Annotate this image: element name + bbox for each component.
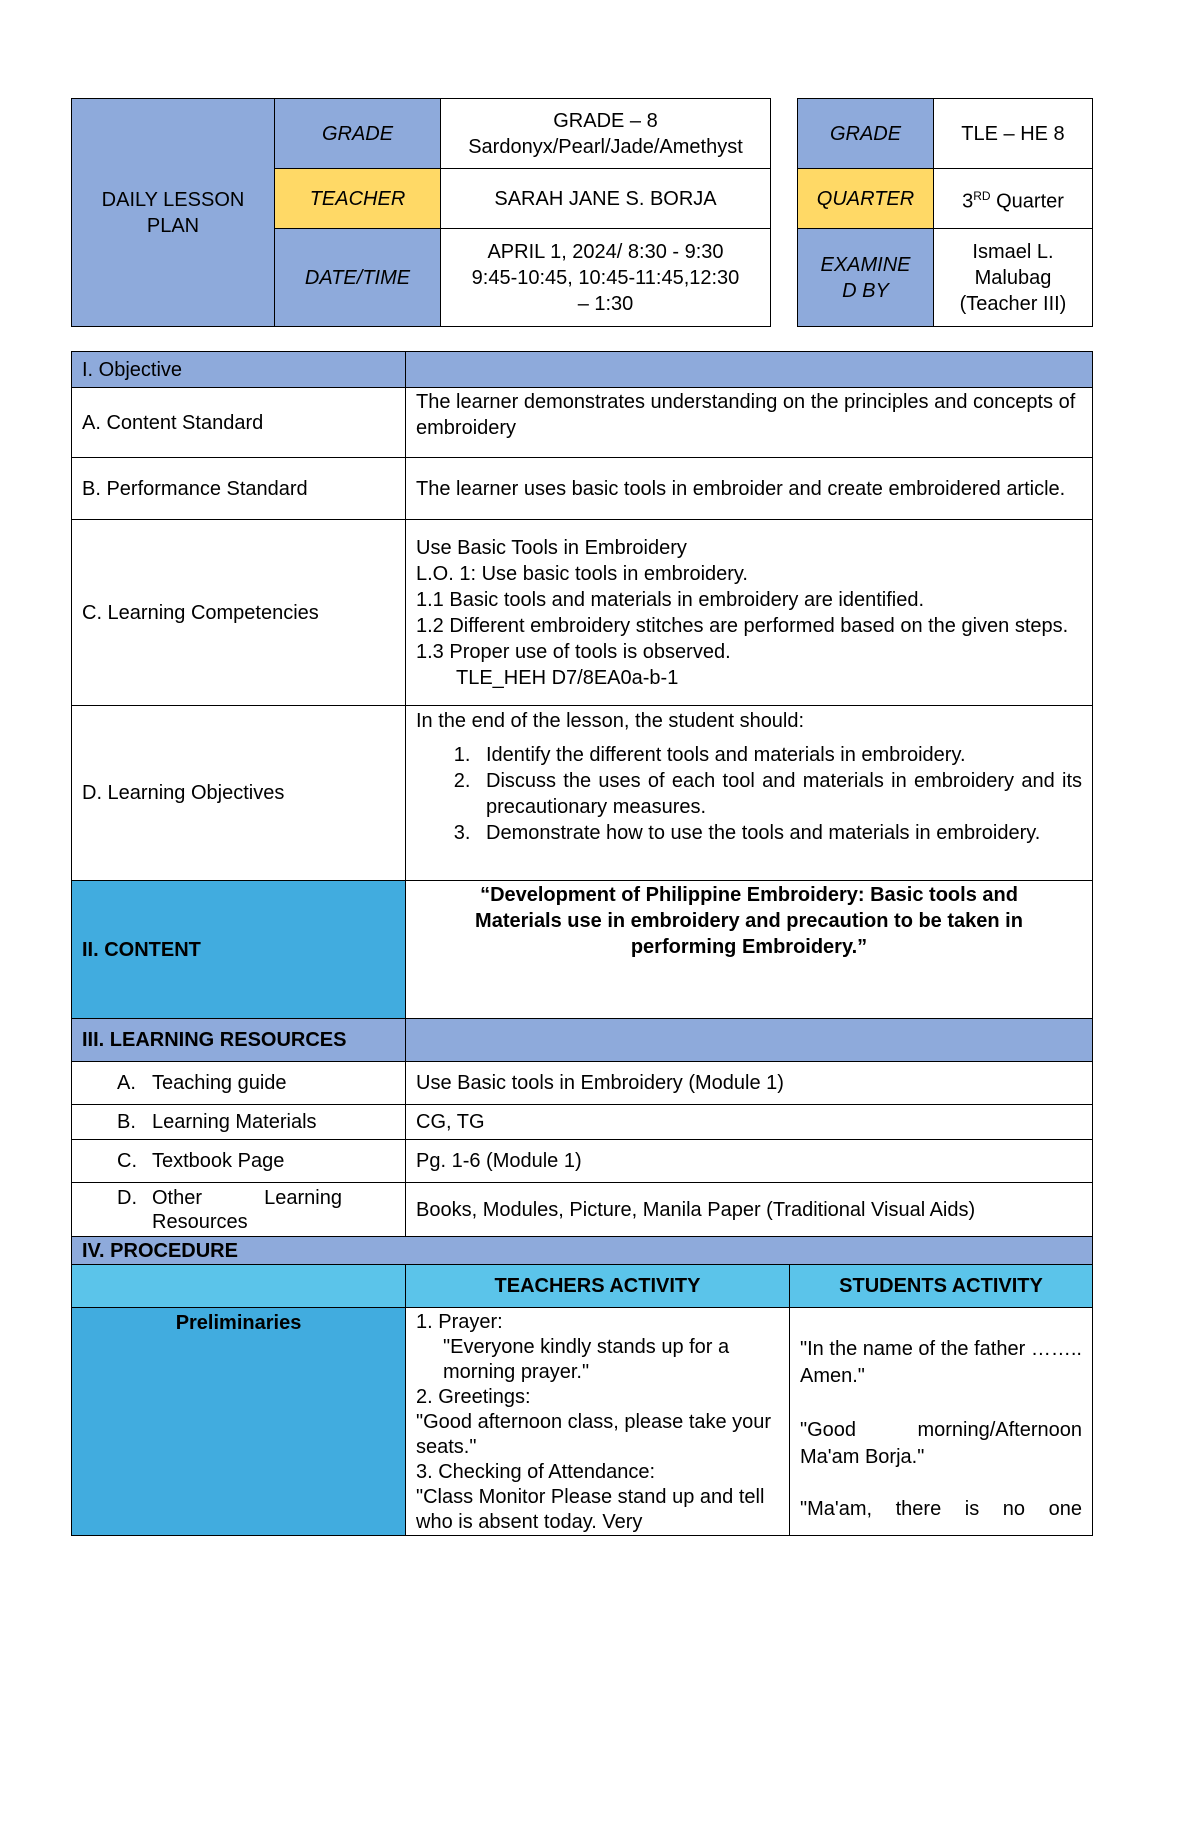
teacher-item-text: "Class Monitor Please stand up and tell who is absent today. Very (416, 1486, 765, 1533)
resource-item-label (72, 1140, 406, 1183)
header-left-table (71, 98, 771, 327)
preliminaries-row (72, 1308, 1093, 1536)
examiner-line2: Malubag (974, 266, 1052, 289)
grade2-label: GRADE (798, 99, 934, 169)
datetime-value (441, 229, 771, 327)
resource-letter: B. (117, 1111, 136, 1133)
examined-label-line1: EXAMINE (820, 253, 911, 276)
procedure-header-row (72, 1265, 1093, 1308)
teacher-activity-cell (406, 1308, 790, 1536)
objective-section-row (72, 352, 1093, 388)
resource-letter: D. (117, 1186, 137, 1209)
table-row (72, 458, 1093, 520)
quarter-label: QUARTER (798, 169, 934, 229)
resource-label: Textbook Page (152, 1150, 285, 1172)
grade-value (441, 99, 771, 169)
lesson-plan-title (72, 99, 275, 327)
datetime-label: DATE/TIME (275, 229, 441, 327)
students-activity-header: STUDENTS ACTIVITY (790, 1265, 1093, 1308)
resource-letter: C. (117, 1150, 137, 1172)
competency-code: TLE_HEH D7/8EA0a-b-1 (456, 666, 679, 689)
examiner-line3: (Teacher III) (959, 292, 1067, 315)
resources-label: III. LEARNING RESOURCES (72, 1019, 406, 1062)
table-row (72, 1183, 1093, 1237)
preliminaries-label: Preliminaries (72, 1308, 406, 1536)
table-row (72, 1105, 1093, 1140)
title-text: DAILY LESSON PLAN (101, 188, 245, 237)
resource-item-value: Use Basic tools in Embroidery (Module 1) (406, 1062, 1093, 1105)
lesson-plan-table (71, 351, 1093, 1536)
resource-label: Teaching guide (152, 1072, 287, 1094)
teacher-item-text: "Everyone kindly stands up for a morning prayer." (443, 1336, 730, 1383)
datetime-line1: APRIL 1, 2024/ 8:30 - 9:30 (487, 240, 724, 263)
teacher-item-title: 2. Greetings: (416, 1386, 531, 1408)
examined-label-line2: D BY (842, 279, 889, 302)
list-item: 1. Identify the different tools and materials in embroidery. (476, 742, 1082, 768)
quarter-value (934, 169, 1093, 229)
resource-item-value: Pg. 1-6 (Module 1) (406, 1140, 1093, 1183)
objective-section-blank (406, 352, 1093, 388)
resource-label: Learning Materials (152, 1111, 317, 1133)
teacher-value: SARAH JANE S. BORJA (441, 169, 771, 229)
resources-section-blank (406, 1019, 1093, 1062)
objective-section-label: I. Objective (72, 352, 406, 388)
resource-item-value: CG, TG (406, 1105, 1093, 1140)
competency-line: Use Basic Tools in Embroidery (416, 536, 687, 559)
resource-letter: A. (117, 1072, 136, 1094)
teacher-item-title: 3. Checking of Attendance: (416, 1461, 656, 1483)
competencies-value (406, 520, 1093, 706)
header-right-table (797, 98, 1093, 327)
student-activity-cell (790, 1308, 1093, 1536)
list-item (416, 1460, 779, 1535)
teacher-item-text: "Good afternoon class, please take your seats." (416, 1411, 772, 1458)
procedure-header-blank (72, 1265, 406, 1308)
resource-item-label (72, 1183, 406, 1237)
teacher-label: TEACHER (275, 169, 441, 229)
table-row (72, 520, 1093, 706)
competency-line: 1.3 Proper use of tools is observed. (416, 640, 731, 663)
list-item: 2. Discuss the uses of each tool and materials in embroidery and its precautionary measures. (476, 768, 1082, 820)
learning-objectives-value (406, 706, 1093, 881)
grade-value-line1: GRADE – 8 (553, 109, 658, 132)
competency-line: L.O. 1: Use basic tools in embroidery. (416, 562, 748, 585)
student-item: "Good morning/Afternoon Ma'am Borja." (800, 1419, 1082, 1468)
datetime-line3: – 1:30 (577, 292, 634, 315)
examiner-line1: Ismael L. (972, 240, 1054, 263)
examiner-value (934, 229, 1093, 327)
resource-item-label (72, 1105, 406, 1140)
grade2-value: TLE – HE 8 (934, 99, 1093, 169)
quarter-sup: RD (973, 188, 991, 203)
competency-line: 1.1 Basic tools and materials in embroidery are identified. (416, 588, 925, 611)
table-row (72, 706, 1093, 881)
datetime-line2: 9:45-10:45, 10:45-11:45,12:30 (471, 266, 740, 289)
list-item (416, 1310, 779, 1385)
content-standard-value: The learner demonstrates understanding on the principles and concepts of embroidery (406, 388, 1093, 458)
grade-label: GRADE (275, 99, 441, 169)
procedure-label: IV. PROCEDURE (72, 1237, 1093, 1265)
student-item: "In the name of the father …….. Amen." (800, 1338, 1082, 1387)
student-item: "Ma'am, there is no one (800, 1498, 1082, 1520)
teacher-item-title: 1. Prayer: (416, 1311, 503, 1333)
grade-value-line2: Sardonyx/Pearl/Jade/Amethyst (468, 135, 743, 158)
performance-standard-value: The learner uses basic tools in embroider and create embroidered article. (406, 458, 1093, 520)
table-row (72, 388, 1093, 458)
content-standard-label: A. Content Standard (72, 388, 406, 458)
table-row (72, 1062, 1093, 1105)
table-row (72, 1140, 1093, 1183)
content-row (72, 881, 1093, 1019)
resource-item-label (72, 1062, 406, 1105)
resources-section-row (72, 1019, 1093, 1062)
content-value: “Development of Philippine Embroidery: Basic tools and Materials use in embroidery and precaution to be taken in performing Embroidery.” (406, 881, 1093, 1019)
examined-label (798, 229, 934, 327)
learning-objectives-intro: In the end of the lesson, the student should: (416, 710, 805, 732)
quarter-num: 3 (962, 190, 974, 213)
teachers-activity-header: TEACHERS ACTIVITY (406, 1265, 790, 1308)
performance-standard-label: B. Performance Standard (72, 458, 406, 520)
resource-label: Other Learning Resources (152, 1186, 342, 1233)
competency-line: 1.2 Different embroidery stitches are performed based on the given steps. (416, 614, 1069, 637)
quarter-word: Quarter (996, 190, 1064, 213)
learning-objectives-label: D. Learning Objectives (72, 706, 406, 881)
list-item: 3. Demonstrate how to use the tools and materials in embroidery. (476, 820, 1082, 846)
list-item (416, 1385, 779, 1460)
resource-item-value: Books, Modules, Picture, Manila Paper (Traditional Visual Aids) (406, 1183, 1093, 1237)
content-label: II. CONTENT (72, 881, 406, 1019)
competencies-label: C. Learning Competencies (72, 520, 406, 706)
learning-objectives-list (416, 742, 1082, 846)
procedure-section-row (72, 1237, 1093, 1265)
